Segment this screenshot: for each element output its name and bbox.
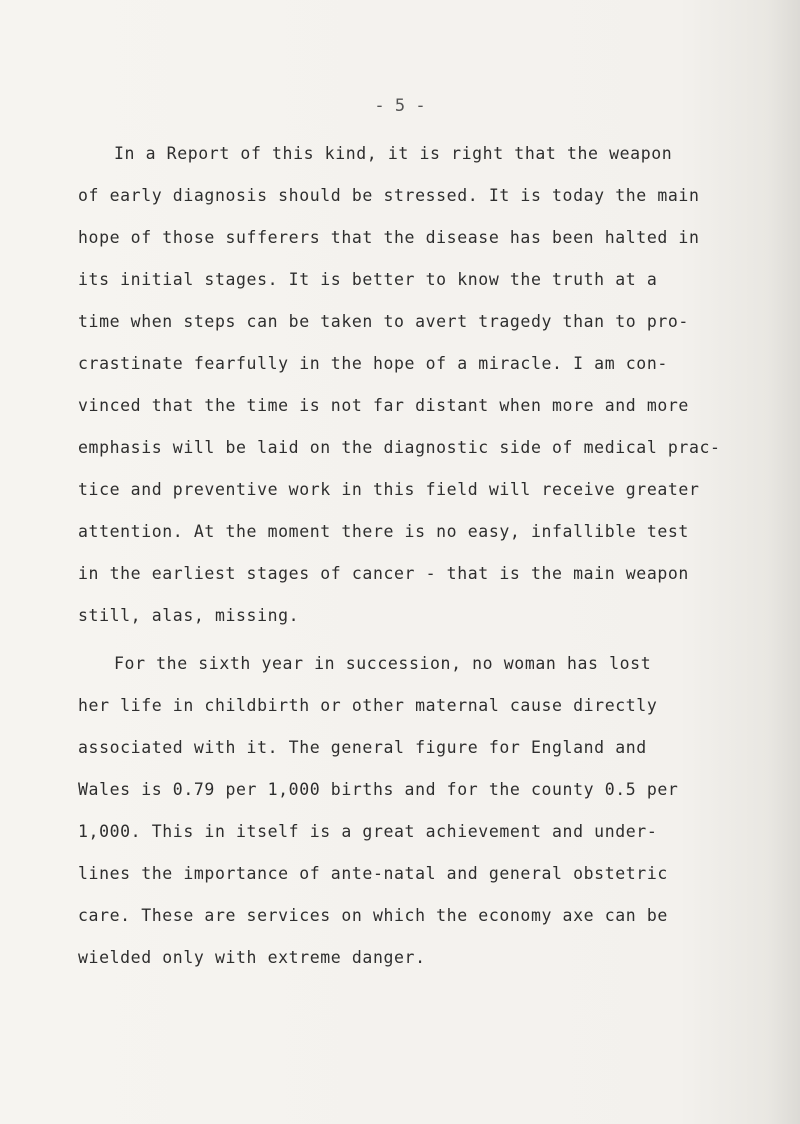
paragraph-line: lines the importance of ante-natal and general obstetric bbox=[78, 864, 668, 883]
paragraph-line: attention. At the moment there is no easy, infallible test bbox=[78, 522, 689, 541]
paragraph-line: of early diagnosis should be stressed. It is today the main bbox=[78, 186, 700, 205]
paragraph-line: in the earliest stages of cancer - that is the main weapon bbox=[78, 564, 689, 583]
paragraph-line: hope of those sufferers that the disease has been halted in bbox=[78, 228, 700, 247]
paragraph-line: tice and preventive work in this field will receive greater bbox=[78, 480, 700, 499]
paragraph-line: vinced that the time is not far distant when more and more bbox=[78, 396, 689, 415]
paragraph-line: still, alas, missing. bbox=[78, 606, 300, 625]
paragraph-line: wielded only with extreme danger. bbox=[78, 948, 426, 967]
paragraph-line: emphasis will be laid on the diagnostic side of medical prac- bbox=[78, 438, 721, 457]
paragraph-line: crastinate fearfully in the hope of a miracle. I am con- bbox=[78, 354, 668, 373]
page-number: - 5 - bbox=[374, 96, 426, 116]
paragraph-line: In a Report of this kind, it is right that the weapon bbox=[114, 144, 673, 163]
paragraph-line: associated with it. The general figure for England and bbox=[78, 738, 647, 757]
paragraph-line: For the sixth year in succession, no woman has lost bbox=[114, 654, 652, 673]
paragraph-line: care. These are services on which the economy axe can be bbox=[78, 906, 668, 925]
paragraph-line: her life in childbirth or other maternal cause directly bbox=[78, 696, 658, 715]
paragraph-line: 1,000. This in itself is a great achievement and under- bbox=[78, 822, 658, 841]
paragraph-line: Wales is 0.79 per 1,000 births and for the county 0.5 per bbox=[78, 780, 679, 799]
paragraph-line: its initial stages. It is better to know the truth at a bbox=[78, 270, 658, 289]
paragraph-line: time when steps can be taken to avert tragedy than to pro- bbox=[78, 312, 689, 331]
